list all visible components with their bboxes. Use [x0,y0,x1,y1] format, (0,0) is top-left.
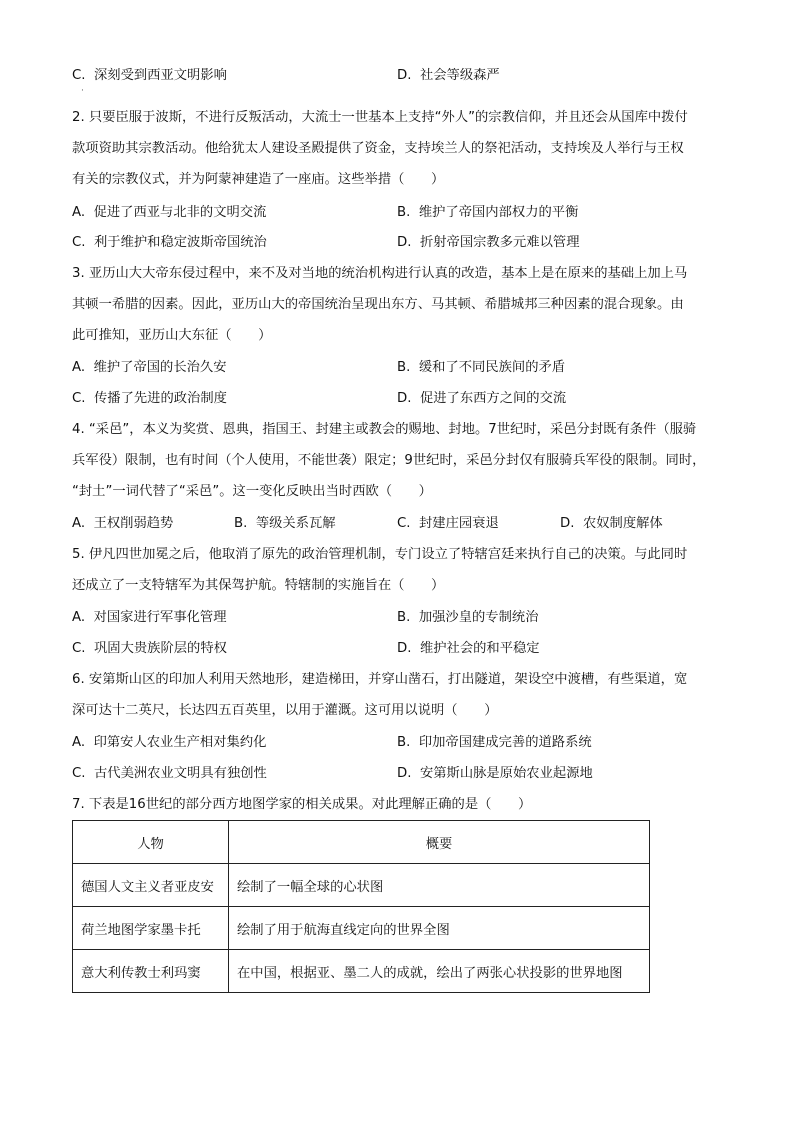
question-3-line-1: 3. 亚历山大大帝东侵过程中，来不及对当地的统治机构进行认真的改造，基本上是在原来的基础上加上马 [72,266,688,281]
question-2-option-b: B. 维护了帝国内部权力的平衡 [397,205,579,220]
table-cell-person: 荷兰地图学家墨卡托 [73,907,229,950]
question-5-option-c: C. 巩固大贵族阶层的特权 [72,641,227,656]
question-2-option-a: A. 促进了西亚与北非的文明交流 [72,205,267,220]
table-cell-summary: 绘制了一幅全球的心状图 [229,864,650,907]
question-5-option-a: A. 对国家进行军事化管理 [72,610,227,625]
question-2-line-2: 款项资助其宗教活动。他给犹太人建设圣殿提供了资金，支持埃兰人的祭祀活动，支持埃及人举行与王权 [72,141,684,156]
question-3-option-a: A. 维护了帝国的长治久安 [72,360,227,375]
question-3-line-3: 此可推知，亚历山大东征（ ） [72,328,272,343]
question-3-option-d: D. 促进了东西方之间的交流 [397,391,567,406]
cartographers-table [72,820,650,993]
question-5-option-b: B. 加强沙皇的专制统治 [397,610,539,625]
question-7-line-1: 7. 下表是16世纪的部分西方地图学家的相关成果。对此理解正确的是（ ） [72,797,532,812]
table-cell-summary: 绘制了用于航海直线定向的世界全图 [229,907,650,950]
table-cell-person: 德国人文主义者亚皮安 [73,864,229,907]
question-3-option-b: B. 缓和了不同民族间的矛盾 [397,360,566,375]
question-4-option-c: C. 封建庄园衰退 [397,516,499,531]
table-cell-summary: 在中国，根据亚、墨二人的成就，绘出了两张心状投影的世界地图 [229,950,650,993]
question-4-line-1: 4. “采邑”，本义为奖赏、恩典，指国王、封建主或教会的赐地、封地。7世纪时，采邑分封既有条件（服骑 [72,422,697,437]
option-d-prev: D. 社会等级森严 [397,68,500,83]
table-row [73,864,650,907]
question-2-option-d: D. 折射帝国宗教多元难以管理 [397,235,580,250]
question-5-line-2: 还成立了一支特辖军为其保驾护航。特辖制的实施旨在（ ） [72,578,445,593]
question-6-line-2: 深可达十二英尺，长达四五百英里，以用于灌溉。这可用以说明（ ） [72,703,498,718]
question-5-line-1: 5. 伊凡四世加冕之后，他取消了原先的政治管理机制，专门设立了特辖宫廷来执行自己的决策。与此同时 [72,547,688,562]
question-4-option-b: B. 等级关系瓦解 [234,516,336,531]
question-4-option-d: D. 农奴制度解体 [560,516,663,531]
question-2-line-3: 有关的宗教仪式，并为阿蒙神建造了一座庙。这些举措（ ） [72,172,445,187]
question-6-line-1: 6. 安第斯山区的印加人利用天然地形，建造梯田，并穿山凿石，打出隧道，架设空中渡槽，有些渠道，宽 [72,672,688,687]
table-header-person: 人物 [73,821,229,864]
question-2-line-1: 2. 只要臣服于波斯，不进行反叛活动，大流士一世基本上支持“外人”的宗教信仰，并且还会从国库中拨付 [72,110,688,125]
bullet-dot: · [81,86,84,96]
question-4-option-a: A. 王权削弱趋势 [72,516,174,531]
table-header-summary: 概要 [229,821,650,864]
question-6-option-d: D. 安第斯山脉是原始农业起源地 [397,766,593,781]
question-6-option-a: A. 印第安人农业生产相对集约化 [72,735,267,750]
question-6-option-b: B. 印加帝国建成完善的道路系统 [397,735,592,750]
table-row [73,907,650,950]
question-3-line-2: 其顿一希腊的因素。因此，亚历山大的帝国统治呈现出东方、马其顿、希腊城邦三种因素的混合现象。由 [72,297,684,312]
question-5-option-d: D. 维护社会的和平稳定 [397,641,540,656]
table-cell-person: 意大利传教士利玛窦 [73,950,229,993]
table-header-row [73,821,650,864]
question-4-line-2: 兵军役）限制，也有时间（个人使用，不能世袭）限定；9世纪时，采邑分封仅有服骑兵军役的限制。同时， [72,453,706,468]
table-row [73,950,650,993]
question-3-option-c: C. 传播了先进的政治制度 [72,391,227,406]
question-4-line-3: “封土”一词代替了“采邑”。这一变化反映出当时西欧（ ） [72,484,432,499]
question-6-option-c: C. 古代美洲农业文明具有独创性 [72,766,267,781]
question-2-option-c: C. 利于维护和稳定波斯帝国统治 [72,235,267,250]
option-c-prev: C. 深刻受到西亚文明影响 [72,68,227,83]
